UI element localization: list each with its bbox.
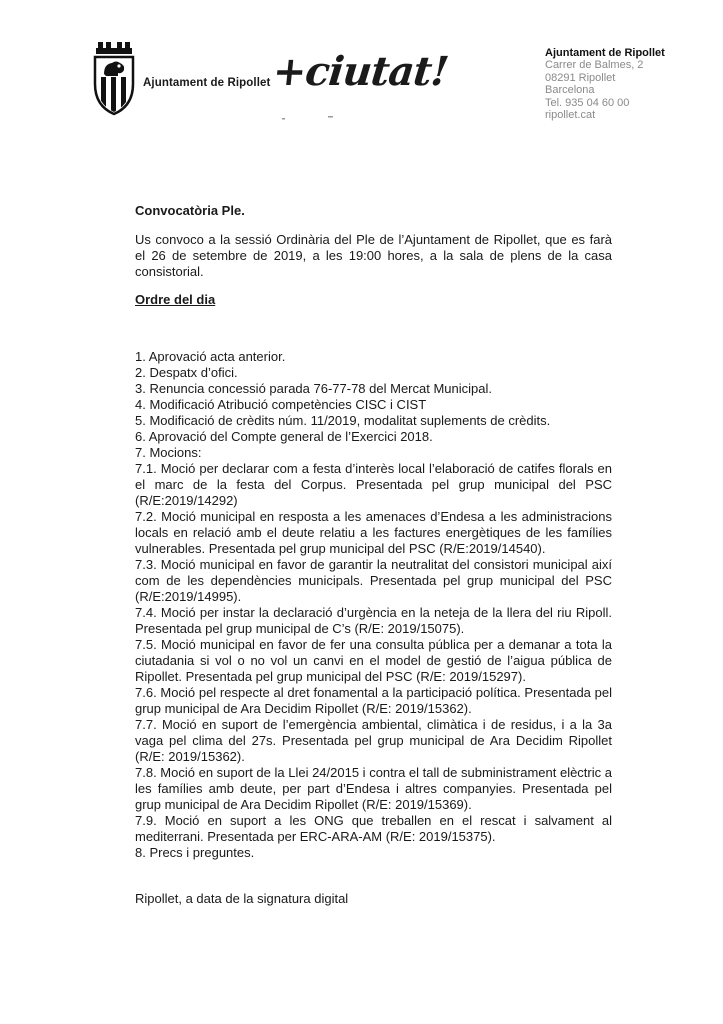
agenda-item: 7.9. Moció en suport a les ONG que treballen en el rescat i salvament al mediterrani. Presentada per ERC-ARA-AM (R/E: 2019/15375).: [135, 813, 612, 844]
agenda-item: 5. Modificació de crèdits núm. 11/2019, modalitat suplements de crèdits.: [135, 413, 551, 428]
agenda-item: 1. Aprovació acta anterior.: [135, 349, 286, 364]
closing-line: Ripollet, a data de la signatura digital: [135, 891, 349, 906]
address-line: Barcelona: [545, 84, 595, 97]
agenda-item: 7.1. Moció per declarar com a festa d’interès local l’elaboració de catifes florals en el marc de la festa del Corpus. Presentada pel grup municipal del PSC (R/E:2019/14292): [135, 461, 612, 508]
address-line: Carrer de Balmes, 2: [545, 59, 644, 72]
agenda-item: 7.5. Moció municipal en favor de fer una consulta pública per a demanar a tota la ciutadania si vol o no vol un canvi en el model de gestió de l’aigua pública de Ripollet. Presentada pel grup municipal del PSC (R/E: 2019/15297).: [135, 637, 612, 684]
document-body: [135, 203, 612, 920]
agenda-item: 7.2. Moció municipal en resposta a les amenaces d’Endesa a les administracions locals en relació amb el deute relatiu a les factures energètiques de les famílies vulnerables. Presentada pel grup municipal del PSC (R/E:2019/14540).: [135, 509, 612, 556]
agenda-item: 6. Aprovació del Compte general de l’Exercici 2018.: [135, 429, 433, 444]
agenda-item: 3. Renuncia concessió parada 76-77-78 del Mercat Municipal.: [135, 381, 492, 396]
agenda-item: 7.7. Moció en suport de l’emergència ambiental, climàtica i de residus, i a la 3a vaga pel clima del 27s. Presentada pel grup municipal de Ara Decidim Ripollet (R/E: 2019/15362).: [135, 717, 612, 764]
address-title: Ajuntament de Ripollet: [545, 47, 665, 59]
agenda-heading: Ordre del dia: [135, 292, 216, 307]
intro-paragraph: Us convoco a la sessió Ordinària del Ple de l’Ajuntament de Ripollet, que es farà el 26 de setembre de 2019, a les 19:00 hores, a la sala de plens de la casa consistorial.: [135, 232, 612, 279]
decorative-marks-icon: [280, 112, 340, 122]
coat-of-arms-icon: [92, 40, 136, 116]
address-line: 08291 Ripollet: [545, 71, 616, 84]
agenda-item: 4. Modificació Atribució competències CISC i CIST: [135, 397, 427, 412]
address-line: Tel. 935 04 60 00: [545, 96, 630, 109]
agenda-item: 7.3. Moció municipal en favor de garantir la neutralitat del consistori municipal així com de les dependències municipals. Presentada pel grup municipal del PSC (R/E:2019/14995).: [135, 557, 612, 604]
agenda-item: 7.6. Moció pel respecte al dret fonamental a la participació política. Presentada pel grup municipal de Ara Decidim Ripollet (R/E: 2019/15362).: [135, 685, 612, 716]
letterhead: [0, 0, 723, 140]
address-block: [545, 47, 665, 121]
agenda-item: 7.4. Moció per instar la declaració d’urgència en la neteja de la llera del riu Ripoll. Presentada pel grup municipal de C’s (R/E: 2019/15075).: [135, 605, 612, 636]
document-title: Convocatòria Ple.: [135, 203, 245, 218]
agenda-item: 7. Mocions:: [135, 445, 202, 460]
agenda-item: 8. Precs i preguntes.: [135, 845, 255, 860]
slogan: +ciutat!: [270, 48, 451, 95]
agenda-list: [135, 349, 612, 861]
agenda-item: 7.8. Moció en suport de la Llei 24/2015 i contra el tall de subministrament elèctric a les famílies amb deute, per part d’Endesa i altres companyies. Presentada pel grup municipal de Ara Decidim Ripollet (R/E: 2019/15369).: [135, 765, 612, 812]
agenda-item: 2. Despatx d’ofici.: [135, 365, 238, 380]
address-line: ripollet.cat: [545, 109, 596, 122]
org-name: Ajuntament de Ripollet: [143, 77, 271, 89]
